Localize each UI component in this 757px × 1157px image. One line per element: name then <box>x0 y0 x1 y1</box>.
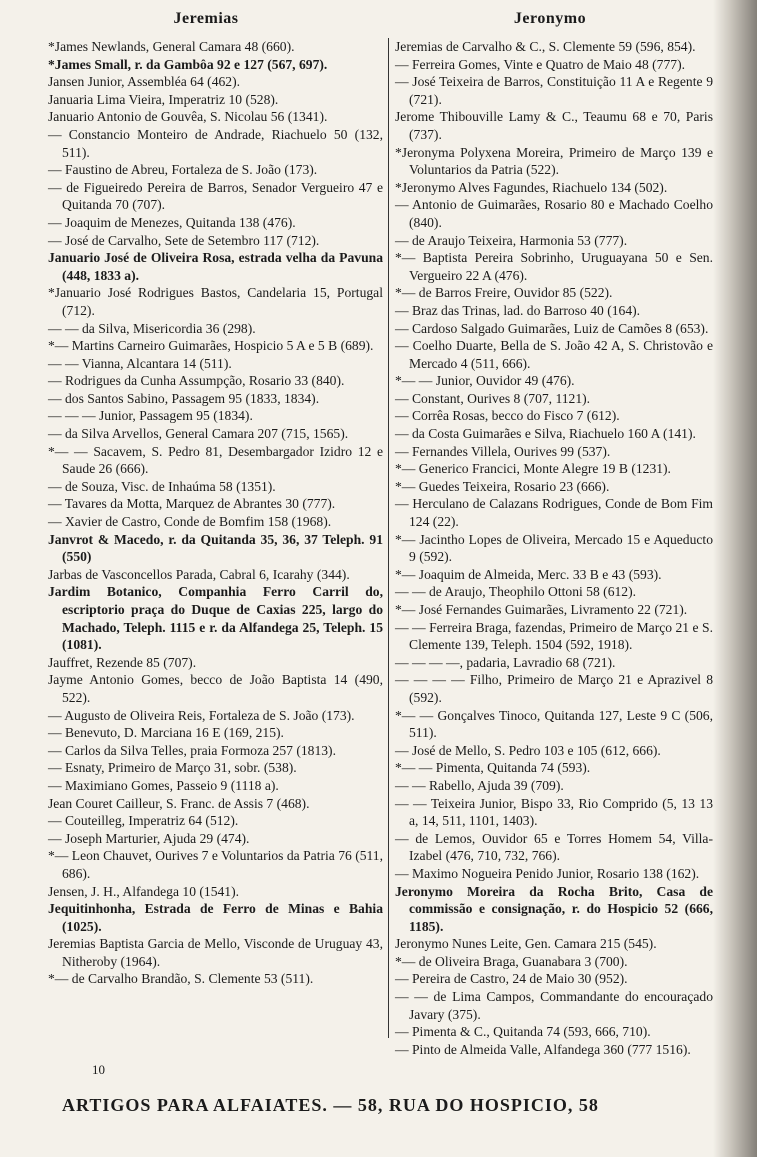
directory-entry: — Xavier de Castro, Conde de Bomfim 158 (1968). <box>48 514 332 530</box>
directory-entry: *Jeronyma Polyxena Moreira, Primeiro de Março 139 e Voluntarios da Patria (522). <box>395 144 713 178</box>
directory-entry: — — Ferreira Braga, fazendas, Primeiro de Março 21 e S. Clemente 139, Teleph. 1504 (592, 1918). <box>395 619 713 653</box>
directory-entry: *James Small, r. da Gambôa 92 e 127 (567, 697). <box>48 56 328 72</box>
directory-entry: — Corrêa Rosas, becco do Fisco 7 (612). <box>395 408 620 424</box>
directory-entry: Jeremias Baptista Garcia de Mello, Visconde de Uruguay 43, Nitheroby (1964). <box>48 936 383 969</box>
directory-entry: — da Silva Arvellos, General Camara 207 (715, 1565). <box>48 426 349 442</box>
directory-entry: — Pinto de Almeida Valle, Alfandega 360 (777 1516). <box>395 1041 691 1057</box>
header-left: Jeremias <box>173 10 239 27</box>
directory-entry: *— Joaquim de Almeida, Merc. 33 B e 43 (593). <box>395 566 662 582</box>
directory-entry: — de Souza, Visc. de Inhaúma 58 (1351). <box>48 478 276 494</box>
directory-entry: Jeronymo Moreira da Rocha Brito, Casa de commissão e consignação, r. do Hospicio 52 (666, 1185). <box>395 883 713 934</box>
directory-entry: — Coelho Duarte, Bella de S. João 42 A, S. Christovão e Mercado 4 (511, 666). <box>395 338 713 371</box>
directory-entry: — — — —, padaria, Lavradio 68 (721). <box>395 654 616 670</box>
directory-entry: — Benevuto, D. Marciana 16 E (169, 215). <box>48 725 284 741</box>
directory-entry: — — Rabello, Ajuda 39 (709). <box>395 777 564 793</box>
directory-entry: — — Teixeira Junior, Bispo 33, Rio Comprido (5, 13 13 a, 14, 511, 1101, 1403). <box>395 795 713 829</box>
directory-entry: — Joaquim de Menezes, Quitanda 138 (476). <box>48 214 296 230</box>
directory-entry: — — de Lima Campos, Commandante do encouraçado Javary (375). <box>395 989 713 1022</box>
directory-entry: Jerome Thibouville Lamy & C., Teaumu 68 e 70, Paris (737). <box>395 109 713 142</box>
directory-entry: *— Baptista Pereira Sobrinho, Uruguayana 50 e Sen. Vergueiro 22 A (476). <box>395 250 713 283</box>
directory-entry: *— de Barros Freire, Ouvidor 85 (522). <box>395 285 613 301</box>
directory-entry: *— — Gonçalves Tinoco, Quitanda 127, Leste 9 C (506, 511). <box>395 707 713 741</box>
header-right: Jeronymo <box>513 10 587 27</box>
directory-entry: — Ferreira Gomes, Vinte e Quatro de Maio 48 (777). <box>395 56 685 72</box>
directory-entry: — de Figueiredo Pereira de Barros, Senador Vergueiro 47 e Quitanda 70 (707). <box>48 179 383 213</box>
directory-entry: — Esnaty, Primeiro de Março 31, sobr. (538). <box>48 760 297 776</box>
directory-entry: Jeremias de Carvalho & C., S. Clemente 59 (596, 854). <box>395 39 696 54</box>
directory-entry: — Constancio Monteiro de Andrade, Riachuelo 50 (132, 511). <box>48 126 383 160</box>
directory-entry: Janvrot & Macedo, r. da Quitanda 35, 36, 37 Teleph. 91 (550) <box>48 531 383 565</box>
directory-entry: — Tavares da Motta, Marquez de Abrantes 30 (777). <box>48 496 336 512</box>
directory-entry: — Augusto de Oliveira Reis, Fortaleza de S. João (173). <box>48 707 355 723</box>
directory-entry: Januaria Lima Vieira, Imperatriz 10 (528). <box>48 91 279 107</box>
directory-entry: — Cardoso Salgado Guimarães, Luiz de Camões 8 (653). <box>395 320 709 336</box>
directory-entry: — dos Santos Sabino, Passagem 95 (1833, 1834). <box>48 390 320 406</box>
directory-entry: *Jeronymo Alves Fagundes, Riachuelo 134 (502). <box>395 179 668 195</box>
footer-advert: ARTIGOS PARA ALFAIATES. — 58, RUA DO HOSPICIO, 58 <box>62 1095 599 1115</box>
directory-entry: Jean Couret Cailleur, S. Franc. de Assis 7 (468). <box>48 795 310 811</box>
directory-entry: — Maximo Nogueira Penido Junior, Rosario 138 (162). <box>395 865 700 881</box>
directory-entry: *— — Junior, Ouvidor 49 (476). <box>395 373 575 389</box>
directory-entry: — Pimenta & C., Quitanda 74 (593, 666, 710). <box>395 1024 651 1040</box>
directory-entry: *— Leon Chauvet, Ourives 7 e Voluntarios da Patria 76 (511, 686). <box>48 848 384 881</box>
directory-entry: — José de Carvalho, Sete de Setembro 117 (712). <box>48 232 320 248</box>
directory-entry: — — — Junior, Passagem 95 (1834). <box>48 408 253 424</box>
directory-entry: *James Newlands, General Camara 48 (660). <box>48 39 295 54</box>
directory-entry: — — Vianna, Alcantara 14 (511). <box>48 355 232 371</box>
directory-entry: Jansen Junior, Assembléa 64 (462). <box>48 74 241 90</box>
directory-entry: Jequitinhonha, Estrada de Ferro de Minas e Bahia (1025). <box>48 901 383 934</box>
directory-entry: *— Jacintho Lopes de Oliveira, Mercado 15 e Aqueducto 9 (592). <box>395 531 713 565</box>
page-number: 10 <box>92 1062 105 1077</box>
directory-entry: — Carlos da Silva Telles, praia Formoza 257 (1813). <box>48 742 336 758</box>
directory-entry: — Herculano de Calazans Rodrigues, Conde de Bom Fim 124 (22). <box>395 496 713 530</box>
page-edge-shadow <box>713 0 757 1157</box>
directory-entry: *Januario José Rodrigues Bastos, Candelaria 15, Portugal (712). <box>48 285 383 318</box>
directory-entry: — de Lemos, Ouvidor 65 e Torres Homem 54, Villa-Izabel (476, 710, 732, 766). <box>395 830 713 864</box>
directory-entry: — de Araujo Teixeira, Harmonia 53 (777). <box>395 232 628 248</box>
directory-entry: — Constant, Ourives 8 (707, 1121). <box>395 390 591 406</box>
directory-entry: Januario José de Oliveira Rosa, estrada velha da Pavuna (448, 1833 a). <box>48 250 383 283</box>
directory-entry: Jardim Botanico, Companhia Ferro Carril do, escriptorio praça do Duque de Caxias 225, largo do Machado, Teleph. 1115 e r. da Alfandega 25, Teleph. 15 (1081). <box>48 584 383 653</box>
directory-entry: Januario Antonio de Gouvêa, S. Nicolau 56 (1341). <box>48 109 328 125</box>
directory-entry: *— José Fernandes Guimarães, Livramento 22 (721). <box>395 602 688 617</box>
directory-entry: — Pereira de Castro, 24 de Maio 30 (952). <box>395 971 628 987</box>
left-column <box>48 38 383 988</box>
column-divider <box>388 38 389 1038</box>
directory-entry: Jensen, J. H., Alfandega 10 (1541). <box>48 883 240 899</box>
directory-entry: Jeronymo Nunes Leite, Gen. Camara 215 (545). <box>395 936 657 952</box>
directory-entry: — Antonio de Guimarães, Rosario 80 e Machado Coelho (840). <box>395 197 713 230</box>
directory-entry: — Couteilleg, Imperatriz 64 (512). <box>48 813 239 829</box>
directory-entry: *— Martins Carneiro Guimarães, Hospicio 5 A e 5 B (689). <box>48 338 374 354</box>
directory-entry: — Faustino de Abreu, Fortaleza de S. João (173). <box>48 162 318 178</box>
directory-entry: — — de Araujo, Theophilo Ottoni 58 (612). <box>395 584 637 600</box>
directory-entry: — Braz das Trinas, lad. do Barroso 40 (164). <box>395 302 641 318</box>
directory-entry: — — da Silva, Misericordia 36 (298). <box>48 320 256 336</box>
directory-entry: — Maximiano Gomes, Passeio 9 (1118 a). <box>48 777 279 793</box>
directory-entry: — Joseph Marturier, Ajuda 29 (474). <box>48 830 250 846</box>
directory-entry: — José Teixeira de Barros, Constituição 11 A e Regente 9 (721). <box>395 74 713 107</box>
directory-entry: — da Costa Guimarães e Silva, Riachuelo 160 A (141). <box>395 426 696 442</box>
directory-entry: — Fernandes Villela, Ourives 99 (537). <box>395 443 611 459</box>
right-column <box>395 38 713 1058</box>
directory-entry: Jauffret, Rezende 85 (707). <box>48 654 197 670</box>
directory-entry: Jayme Antonio Gomes, becco de João Baptista 14 (490, 522). <box>48 672 383 705</box>
directory-entry: — José de Mello, S. Pedro 103 e 105 (612, 666). <box>395 742 661 758</box>
directory-entry: *— — Pimenta, Quitanda 74 (593). <box>395 760 591 776</box>
directory-entry: *— de Oliveira Braga, Guanabara 3 (700). <box>395 953 628 969</box>
directory-entry: *— de Carvalho Brandão, S. Clemente 53 (511). <box>48 971 314 987</box>
directory-entry: — — — — Filho, Primeiro de Março 21 e Aprazivel 8 (592). <box>395 672 713 705</box>
directory-entry: *— Generico Francici, Monte Alegre 19 B (1231). <box>395 461 671 477</box>
directory-entry: *— Guedes Teixeira, Rosario 23 (666). <box>395 478 610 494</box>
directory-entry: *— — Sacavem, S. Pedro 81, Desembargador Izidro 12 e Saude 26 (666). <box>48 443 383 477</box>
directory-entry: Jarbas de Vasconcellos Parada, Cabral 6, Icarahy (344). <box>48 566 350 582</box>
directory-entry: — Rodrigues da Cunha Assumpção, Rosario 33 (840). <box>48 373 345 389</box>
